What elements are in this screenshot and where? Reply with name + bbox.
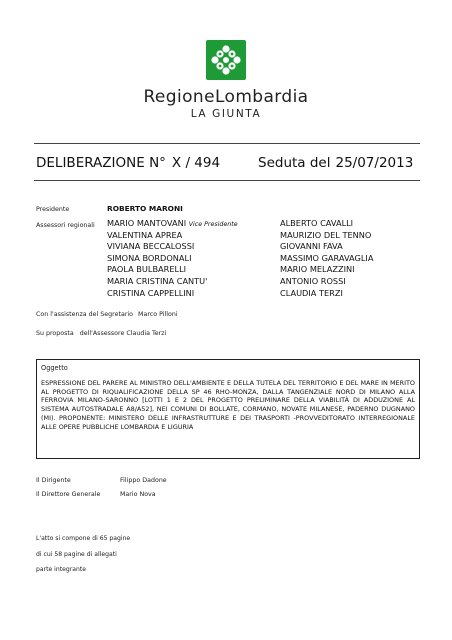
direttore-name: Mario Nova — [120, 491, 156, 498]
assessore-name: GIOVANNI FAVA — [280, 241, 343, 252]
dirigente-name: Filippo Dadone — [120, 477, 167, 484]
allegati-count: di cui 58 pagine di allegati — [36, 551, 117, 558]
assessore-name: VALENTINA APREA — [107, 229, 183, 240]
pagine-count: L'atto si compone di 65 pagine — [36, 535, 131, 542]
proposta-label: Su proposta — [36, 330, 74, 337]
assistenza-label: Con l'assistenza del Segretario — [36, 311, 134, 318]
deliberazione-heading — [36, 155, 220, 171]
assessore-name: MARIA CRISTINA CANTU' — [107, 275, 208, 286]
assessore-name: MAURIZIO DEL TENNO — [280, 229, 372, 240]
rosa-camuna-icon — [206, 40, 246, 80]
assessore-name: CLAUDIA TERZI — [280, 287, 343, 298]
proposta-line — [36, 330, 166, 337]
assessore-name: SIMONA BORDONALI — [107, 252, 192, 263]
assessori-label: Assessori regionali — [36, 222, 95, 229]
bottom-rule — [34, 180, 420, 181]
assessore-name: VIVIANA BECCALOSSI — [107, 241, 195, 252]
parte-integrante: parte integrante — [36, 566, 86, 573]
oggetto-label: Oggetto — [41, 364, 68, 372]
seduta-label: Seduta del — [258, 155, 331, 171]
assessore-name: MARIO MANTOVANI Vice Presidente — [107, 218, 238, 228]
assessore-name: MASSIMO GARAVAGLIA — [280, 252, 374, 263]
assessori-column-left — [107, 218, 238, 299]
deliberazione-label: DELIBERAZIONE N° — [36, 155, 166, 171]
proposta-text: dell'Assessore Claudia Terzi — [79, 330, 167, 337]
presidente-name: ROBERTO MARONI — [107, 204, 183, 213]
assessori-column-right — [280, 218, 373, 299]
brand-subtitle: LA GIUNTA — [190, 108, 262, 120]
presidente-label: Presidente — [36, 206, 70, 213]
oggetto-text: ESPRESSIONE DEL PARERE AL MINISTRO DELL'AMBIENTE E DELLA TUTELA DEL TERRITORIO E DEL MARE IN MERITO AL PROGETTO DI RIQUALIFICAZIONE DELLA SP 46 RHO-MONZA, DALLA TANGENZIALE NORD DI MILANO ALLA FERROVIA MILANO-SARONNO [LOTTI 1 E 2 DEL PROGETTO PRELIMINARE DELLA VIABILITÀ DI ADDUZIONE AL SISTEMA AUTOSTRADALE A8/A52], NEI COMUNI DI BOLLATE, CORMANO, NOVATE MILANESE, PADERNO DUGNANO (MI). PROPONENTE: MINISTERO DELLE INFRASTRUTTURE E DEI TRASPORTI -PROVVEDITORATO INTERREGIONALE ALLE OPERE PUBBLICHE LOMBARDIA E LIGURIA — [41, 379, 415, 431]
assessore-name: CRISTINA CAPPELLINI — [107, 287, 195, 298]
assessore-name: MARIO MELAZZINI — [280, 264, 355, 275]
brand-name: RegioneLombardia — [143, 87, 309, 107]
deliberazione-number: X / 494 — [171, 155, 221, 171]
dirigente-label: Il Dirigente — [36, 477, 71, 484]
regione-lombardia-logo — [206, 40, 246, 80]
seduta-heading — [258, 155, 413, 171]
oggetto-box — [36, 359, 420, 459]
segretario-name: Marco Pilloni — [138, 311, 178, 318]
direttore-label: Il Direttore Generale — [36, 491, 101, 498]
assessore-name: ANTONIO ROSSI — [280, 275, 346, 286]
top-rule — [34, 143, 420, 144]
vice-presidente-role: Vice Presidente — [188, 221, 238, 228]
assistenza-line — [36, 311, 178, 318]
assessore-name: ALBERTO CAVALLI — [280, 218, 354, 228]
assessore-name: PAOLA BULBARELLI — [107, 264, 187, 275]
seduta-date: 25/07/2013 — [335, 155, 414, 171]
